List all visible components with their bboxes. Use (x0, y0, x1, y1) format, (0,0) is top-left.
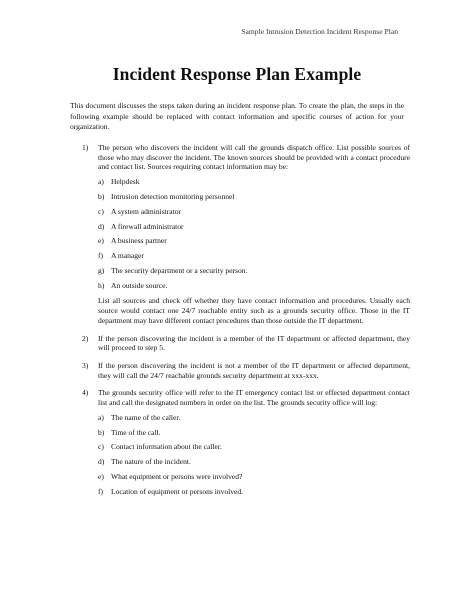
list-item (98, 266, 410, 276)
list-item (98, 222, 410, 232)
item-text: A manager (111, 251, 144, 261)
item-letter: c) (98, 206, 104, 216)
item-letter: d) (98, 221, 105, 231)
step-number: 1) (82, 143, 89, 152)
item-letter: c) (98, 442, 104, 452)
step-4 (70, 388, 410, 496)
step-number: 4) (82, 388, 89, 398)
item-text: Helpdesk (111, 177, 140, 187)
item-text: What equipment or persons were involved? (111, 471, 243, 481)
list-item (98, 457, 410, 467)
step-3 (70, 361, 410, 380)
item-letter: d) (98, 457, 105, 467)
list-item (98, 413, 410, 423)
source-list (98, 177, 410, 290)
intro-paragraph: This document discusses the steps taken during an incident response plan. To create the plan, the steps in the following example should be replaced with contact information and specific courses of action for your organization. (70, 101, 404, 132)
step-number: 3) (82, 360, 89, 370)
list-item (98, 442, 410, 452)
list-item (98, 472, 410, 482)
item-text: Location of equipment or persons involved. (111, 486, 244, 496)
list-item (98, 207, 410, 217)
item-text: The nature of the incident. (111, 457, 191, 467)
step-2 (70, 334, 410, 353)
item-text: Time of the call. (111, 427, 161, 437)
log-list (98, 413, 410, 497)
list-item (98, 236, 410, 246)
item-letter: b) (98, 191, 105, 201)
running-header: Sample Intrusion Detection Incident Response Plan (241, 27, 398, 36)
step-text: If the person discovering the incident is not a member of the IT department or affected department, they will call the 24/7 reachable grounds security department at xxx-xxx. (98, 360, 410, 380)
document-title: Incident Response Plan Example (112, 64, 362, 84)
item-letter: h) (98, 280, 105, 290)
list-item (98, 428, 410, 438)
step-text: The person who discovers the incident will call the grounds dispatch office. List possible sources of those who may discover the incident. The known sources should be provided with a contact procedure and contact list. Sources requiring contact information may be: (98, 143, 410, 172)
list-item (98, 192, 410, 202)
steps-list (70, 143, 410, 502)
step-text: The grounds security office will refer to the IT emergency contact list or effected department contact list and call the designated numbers in order on the list. The grounds security office will log: (98, 388, 410, 408)
list-item (98, 487, 410, 497)
item-text: An outside source. (111, 280, 168, 290)
list-item (98, 281, 410, 291)
item-text: A system administrator (111, 206, 182, 216)
item-letter: a) (98, 177, 104, 187)
item-letter: f) (98, 251, 104, 261)
item-text: The name of the caller. (111, 412, 181, 422)
item-text: Intrusion detection monitoring personnel (111, 191, 235, 201)
step-note: List all sources and check off whether they have contact information and procedures. Usually each source would contact one 24/7 reachable entity such as a grounds security office. Those in the IT department may have different contact procedures than those outside the IT department. (98, 296, 410, 325)
step-1 (70, 143, 410, 326)
list-item (98, 177, 410, 187)
item-letter: g) (98, 265, 105, 275)
step-number: 2) (82, 333, 89, 343)
step-text: If the person discovering the incident is a member of the IT department or affected department, they will proceed to step 5. (98, 333, 410, 353)
list-item (98, 251, 410, 261)
item-letter: f) (98, 486, 104, 496)
item-letter: e) (98, 471, 104, 481)
item-text: Contact information about the caller. (111, 442, 222, 452)
item-letter: a) (98, 412, 104, 422)
item-letter: b) (98, 427, 105, 437)
item-text: A business partner (111, 236, 167, 246)
item-text: The security department or a security person. (111, 265, 248, 275)
item-letter: e) (98, 236, 104, 246)
item-text: A firewall administrator (111, 221, 184, 231)
